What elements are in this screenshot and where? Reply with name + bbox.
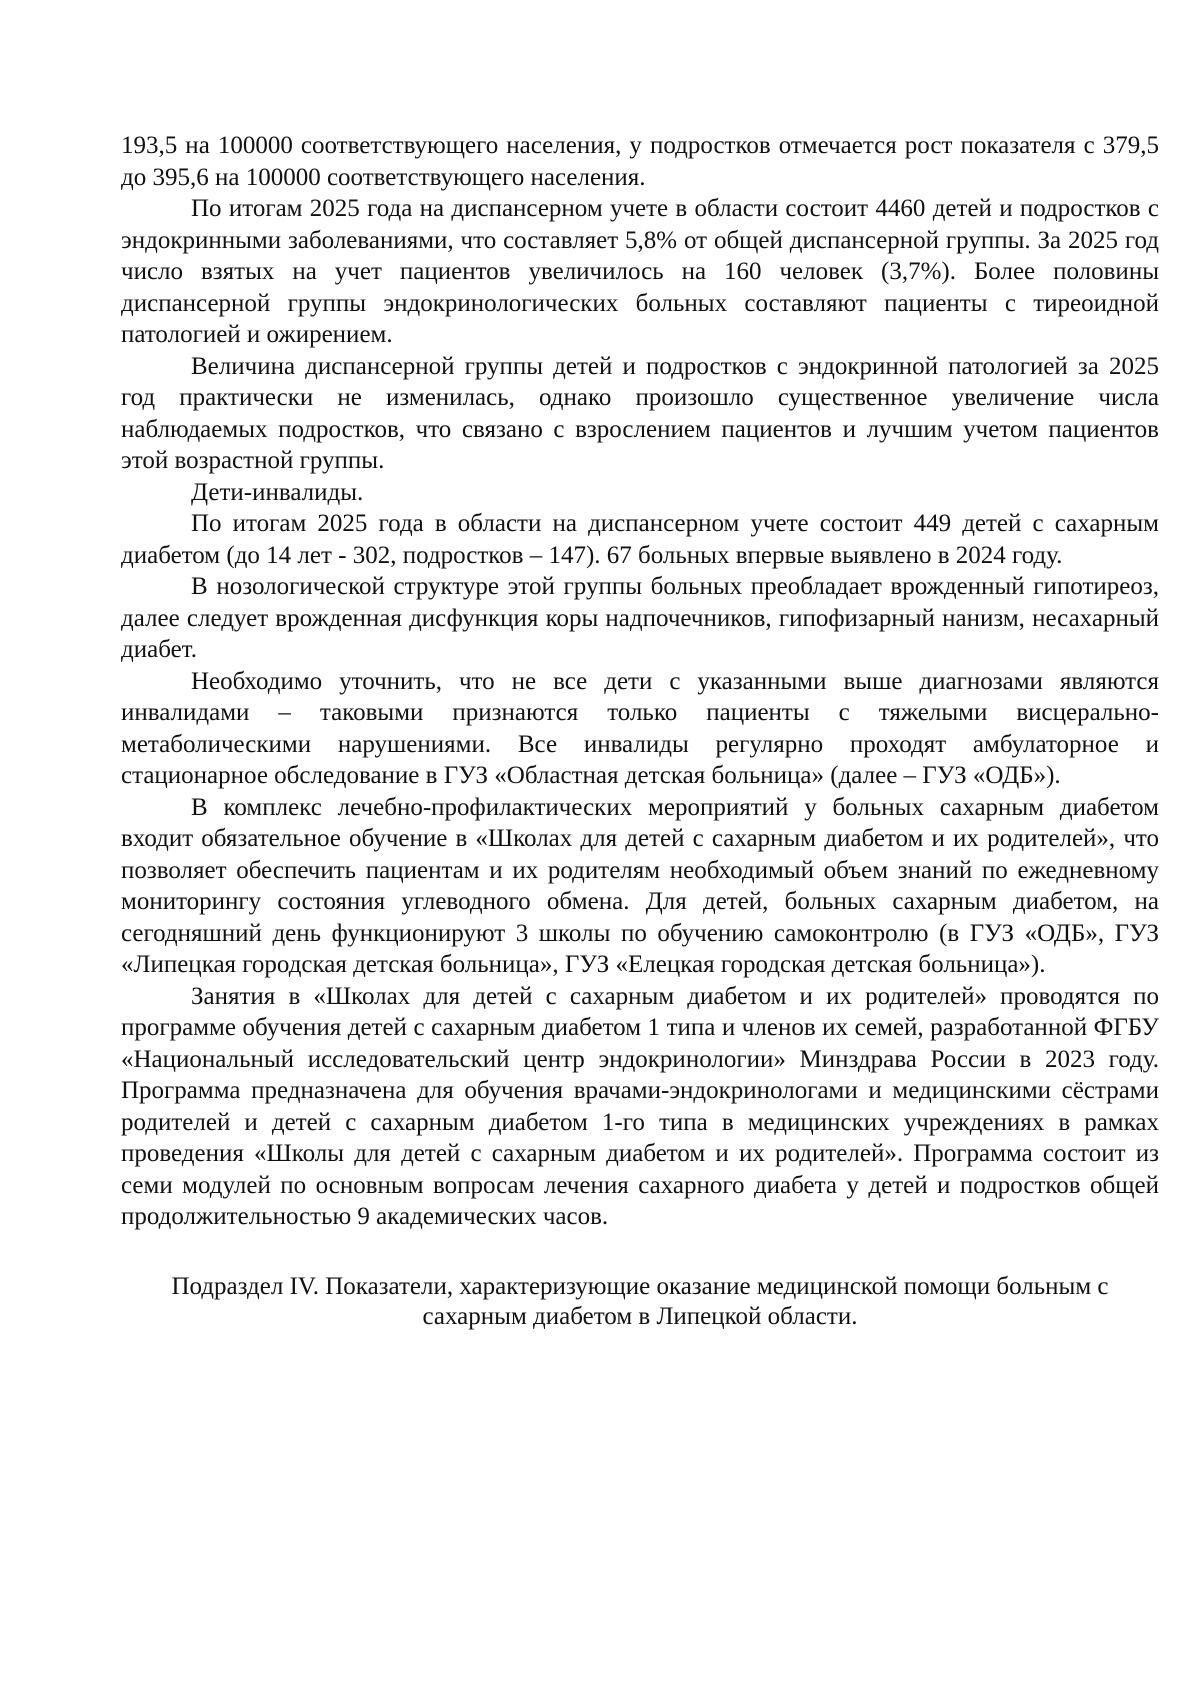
paragraph-disability-criteria: Необходимо уточнить, что не все дети с указанными выше диагнозами являются инвалидами – таковыми признаются только пациенты с тяжелыми висцерально-метаболическими нарушениями. Все инвалиды регулярно проходят амбулаторное и стационарное обследование в ГУЗ «Областная детская больница» (далее – ГУЗ «ОДБ»). <box>121 667 1159 789</box>
paragraph-continuation: 193,5 на 100000 соответствующего населения, у подростков отмечается рост показателя с 379,5 до 395,6 на 100000 соответствующего населения. <box>121 132 1159 191</box>
paragraph-heading-disabled-children: Дети-инвалиды. <box>191 478 364 506</box>
paragraph-dispensary-count: По итогам 2025 года на диспансерном учете в области состоит 4460 детей и подростков с эндокринными заболеваниями, что составляет 5,8% от общей диспансерной группы. За 2025 год число взятых на учет пациентов увеличилось на 160 человек (3,7%). Более половины диспансерной группы эндокринологических больных составляют пациенты с тиреоидной патологией и ожирением. <box>121 195 1159 348</box>
subsection-title: Подраздел IV. Показатели, характеризующие оказание медицинской помощи больным с сахарным диабетом в Липецкой области. <box>171 1272 1109 1330</box>
paragraph-diabetes-schools: В комплекс лечебно-профилактических мероприятий у больных сахарным диабетом входит обязательное обучение в «Школах для детей с сахарным диабетом и их родителей», что позволяет обеспечить пациентам и их родителям необходимый объем знаний по ежедневному мониторингу состояния углеводного обмена. Для детей, больных сахарным диабетом, на сегодняшний день функционируют 3 школы по обучению самоконтролю (в ГУЗ «ОДБ», ГУЗ «Липецкая городская детская больница», ГУЗ «Елецкая городская детская больница»). <box>121 793 1159 978</box>
paragraph-diabetes-count: По итогам 2025 года в области на диспансерном учете состоит 449 детей с сахарным диабетом (до 14 лет - 302, подростков – 147). 67 больных впервые выявлено в 2024 году. <box>121 510 1159 569</box>
paragraph-nosology: В нозологической структуре этой группы больных преобладает врожденный гипотиреоз, далее следует врожденная дисфункция коры надпочечников, гипофизарный нанизм, несахарный диабет. <box>121 573 1159 663</box>
document-page <box>121 130 1159 1332</box>
paragraph-school-program: Занятия в «Школах для детей с сахарным диабетом и их родителей» проводятся по программе обучения детей с сахарным диабетом 1 типа и членов их семей, разработанной ФГБУ «Национальный исследовательский центр эндокринологии» Минздрава России в 2023 году. Программа предназначена для обучения врачами-эндокринологами и медицинскими сёстрами родителей и детей с сахарным диабетом 1-го типа в медицинских учреждениях в рамках проведения «Школы для детей с сахарным диабетом и их родителей». Программа состоит из семи модулей по основным вопросам лечения сахарного диабета у детей и подростков общей продолжительностью 9 академических часов. <box>121 982 1159 1230</box>
paragraph-dispensary-group: Величина диспансерной группы детей и подростков с эндокринной патологией за 2025 год практически не изменилась, однако произошло существенное увеличение числа наблюдаемых подростков, что связано с взрослением пациентов и лучшим учетом пациентов этой возрастной группы. <box>121 352 1159 474</box>
